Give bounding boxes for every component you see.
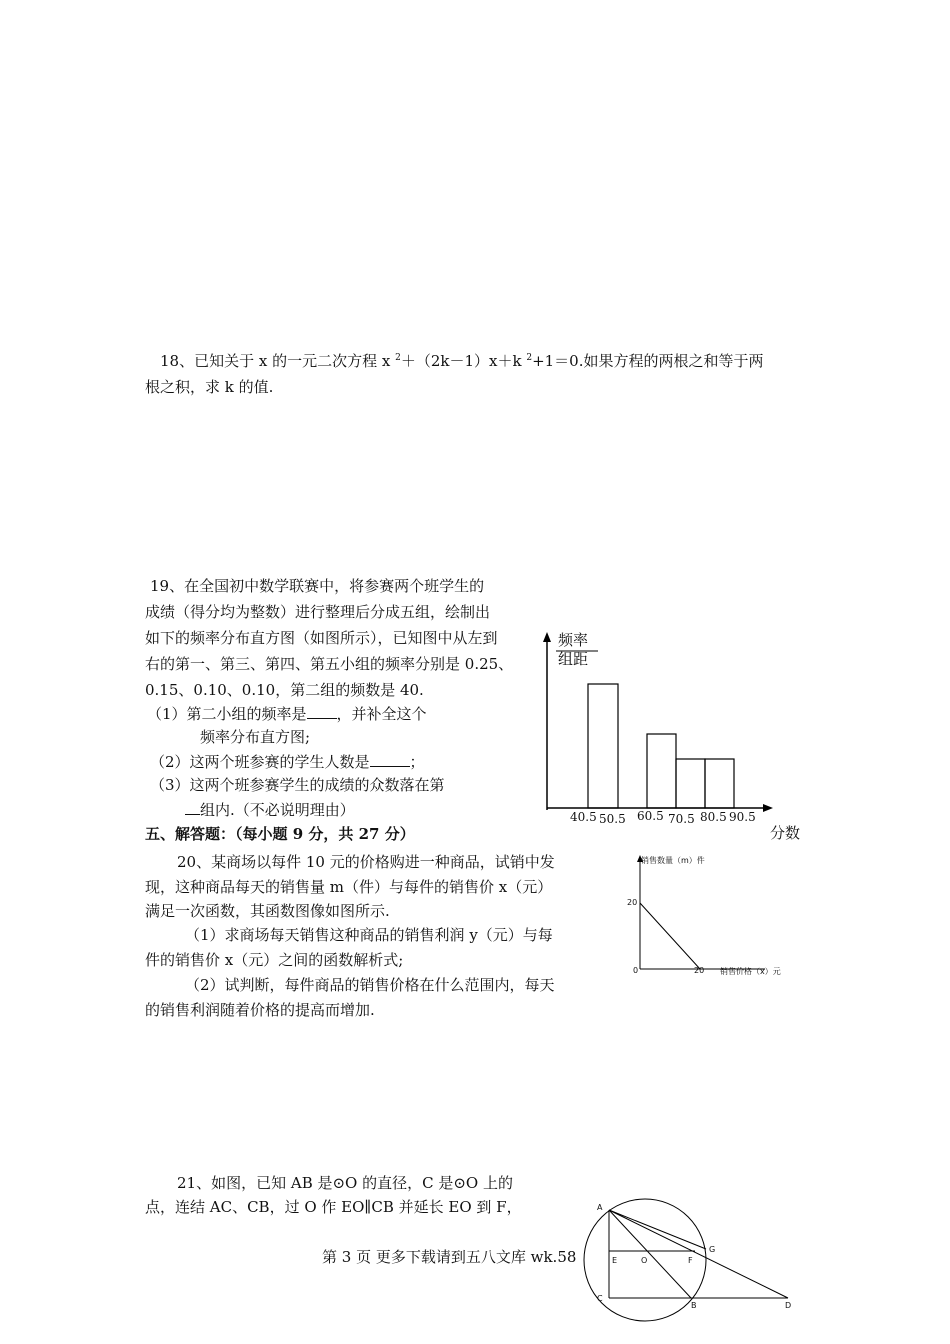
q20-line: （1）求商场每天销售这种商品的销售利润 y（元）与每 (185, 926, 553, 944)
page-footer: 第 3 页 更多下载请到五八文库 wk.58 (322, 1248, 577, 1266)
point-e-label: E (612, 1256, 618, 1265)
q20-line: 件的销售价 x（元）之间的函数解析式; (145, 951, 404, 969)
q19-line: 0.15、0.10、0.10，第二组的频数是 40. (145, 681, 424, 699)
q19-line: 如下的频率分布直方图（如图所示），已知图中从左到 (145, 629, 498, 647)
point-f-label: F (688, 1256, 693, 1265)
q21-line1: 21、如图，已知 AB 是⊙O 的直径，C 是⊙O 上的 (177, 1174, 513, 1192)
histogram-bar-60.5-70.5 (647, 734, 676, 808)
point-a-label: A (597, 1203, 603, 1212)
linegraph-y-axis-label: 销售数量（m）件 (641, 856, 705, 865)
histogram-tick-label: 90.5 (729, 810, 756, 824)
q19-sub3: （3）这两个班参赛学生的成绩的众数落在第 (150, 776, 445, 794)
linegraph-x-tick: 20 (694, 966, 705, 975)
linegraph-y-tick: 20 (627, 898, 638, 907)
q18-line2: 根之积，求 k 的值. (145, 378, 274, 396)
q20-line: 现，这种商品每天的销售量 m（件）与每件的销售价 x（元） (145, 878, 553, 896)
q19-line: 19、在全国初中数学联赛中，将参赛两个班学生的 (150, 577, 485, 595)
histogram-y-arrow (543, 632, 551, 642)
q18-line1: 18、已知关于 x 的一元二次方程 x $^2$＋（2k－1）x＋k $^2$+1＝0.如果方程的两根之和等于两 (160, 352, 764, 370)
segment-ab (609, 1210, 691, 1298)
q19-sub1-cont: 频率分布直方图; (200, 728, 311, 746)
q20-line: 20、某商场以每件 10 元的价格购进一种商品，试销中发 (177, 853, 555, 871)
linegraph-x-axis-label: 销售价格（x）元 (720, 967, 781, 976)
histogram-tick-label: 70.5 (668, 812, 695, 826)
segment-ad (609, 1210, 788, 1298)
q19-line: 右的第一、第三、第四、第五小组的频率分别是 0.25、 (145, 655, 514, 673)
histogram-y-label-bottom: 组距 (558, 650, 589, 668)
section-5-heading: 五、解答题：（每小题 9 分，共 27 分） (145, 825, 415, 843)
linegraph-data-line (640, 903, 700, 969)
point-g-label: G (709, 1245, 716, 1254)
sales-line-graph (625, 855, 795, 980)
q19-sub2: （2）这两个班参赛的学生人数是 ； (150, 753, 425, 771)
histogram-y-label-top: 频率 (558, 631, 589, 649)
point-b-label: B (691, 1301, 697, 1310)
q20-line: 满足一次函数，其函数图像如图所示. (145, 902, 390, 920)
histogram-tick-label: 50.5 (599, 812, 626, 826)
histogram-tick-label: 80.5 (700, 810, 727, 824)
point-d-label: D (785, 1301, 792, 1310)
histogram-tick-label: 60.5 (637, 809, 664, 823)
q20-line: （2）试判断，每件商品的销售价格在什么范围内，每天 (185, 976, 555, 994)
q19-sub3-cont: 组内.（不必说明理由） (185, 799, 355, 820)
histogram-bar-50.5-60.5 (588, 684, 618, 808)
circle-geometry-figure (585, 1200, 805, 1315)
q19-sub1: （1）第二小组的频率是 ，并补全这个 (147, 705, 427, 723)
point-c-label: C (597, 1294, 603, 1303)
linegraph-origin: 0 (633, 966, 639, 975)
histogram-tick-label: 40.5 (570, 810, 597, 824)
histogram-bar-70.5-80.5 (676, 759, 705, 808)
point-o-label: O (641, 1256, 648, 1265)
q20-line: 的销售利润随着价格的提高而增加. (145, 1001, 375, 1019)
q19-line: 成绩（得分均为整数）进行整理后分成五组，绘制出 (145, 603, 491, 621)
histogram-x-label: 分数 (770, 824, 801, 842)
q21-line2: 点，连结 AC、CB，过 O 作 EO∥CB 并延长 EO 到 F， (145, 1198, 522, 1216)
segment-ag (609, 1210, 706, 1249)
histogram-x-arrow (763, 804, 773, 812)
histogram-bar-80.5-90.5 (705, 759, 734, 808)
